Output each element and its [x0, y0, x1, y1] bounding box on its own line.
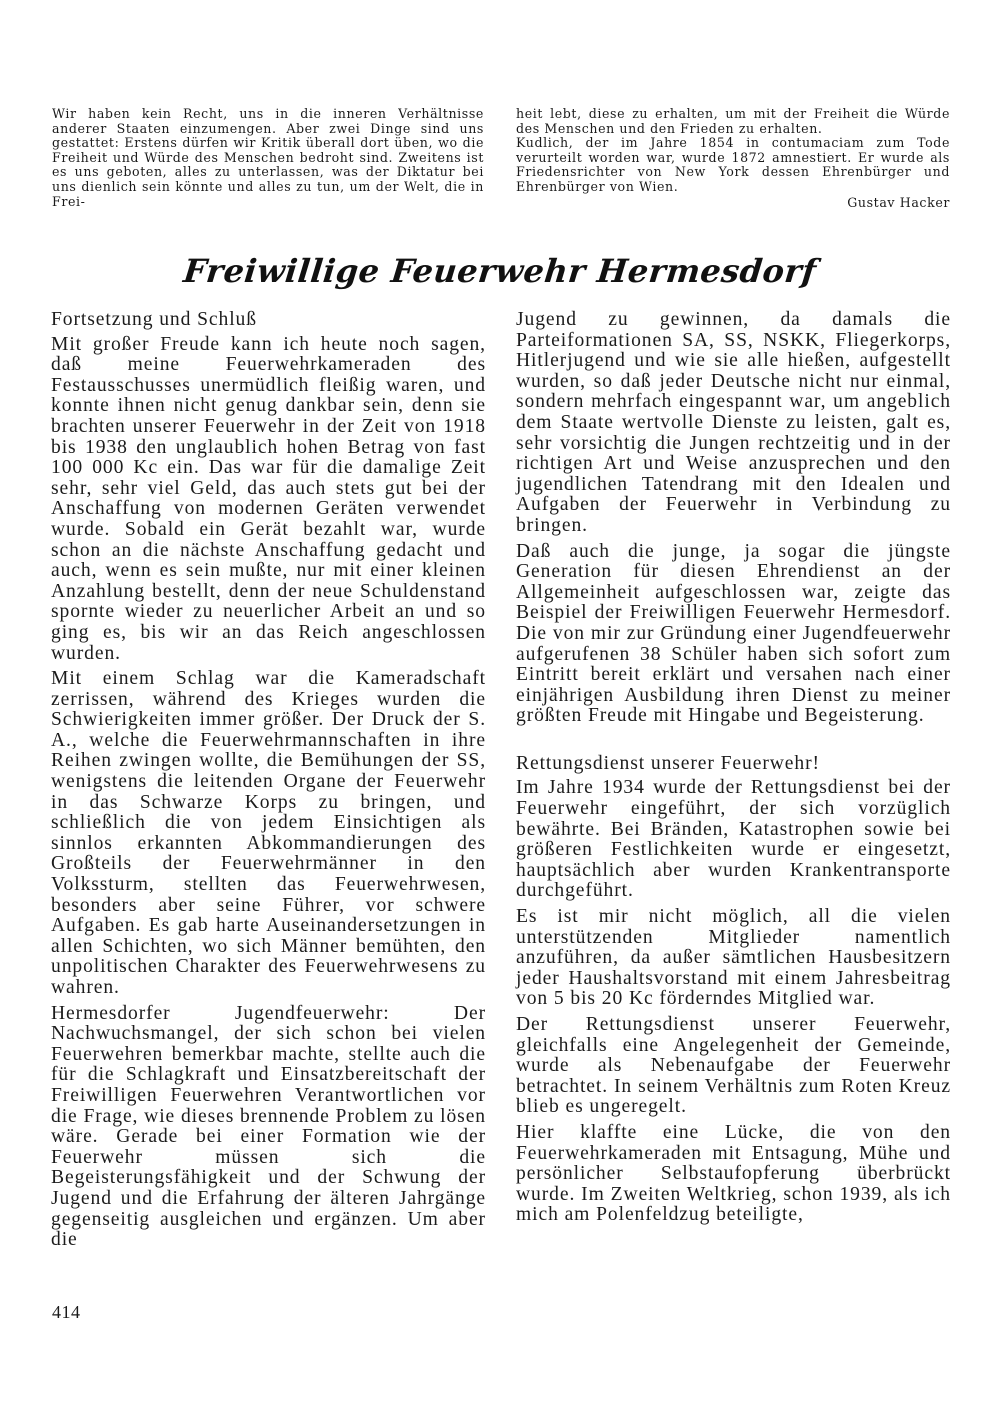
article-paragraph: Es ist mir nicht möglich, all die vielen unterstützenden Mitglieder namentlich anzuführen, da außer sämtlichen Hausbesitzern jeder Haushaltsvorstand mit einem Jahresbeitrag von 5 bis 20 Kc förderndes Mitglied war. [516, 906, 951, 1010]
article-paragraph: Daß auch die junge, ja sogar die jüngste Generation für diesen Ehrendienst an der Allgemeinheit aufgeschlossen war, zeigte das Beispiel der Freiwilligen Feuerwehr Hermesdorf. Die von mir zur Gründung einer Jugendfeuerwehr aufgerufenen 38 Schüler haben sich sofort zum Eintritt bereit erklärt und versahen nach einer einjährigen Ausbildung ihren Dienst zu meiner größten Freude mit Hingabe und Begeisterung. [516, 540, 951, 727]
article-paragraph: Hermesdorfer Jugendfeuerwehr: Der Nachwuchsmangel, der sich schon bei vielen Feuerwehren bemerkbar machte, stellte auch die für die Schlagkraft und Einsatzbereitschaft der Freiwilligen Feuerwehren Verantwortlichen vor die Frage, wie dieses brennende Problem zu lösen wäre. Gerade bei einer Formation wie der Feuerwehr müssen sich die Begeisterungsfähigkeit und der Schwung der Jugend und die Erfahrung der älteren Jahrgänge gegenseitig ausgleichen und ergänzen. Um aber die [51, 1002, 486, 1251]
previous-article-left-column [52, 107, 484, 209]
article-paragraph: Jugend zu gewinnen, da damals die Parteiformationen SA, SS, NSKK, Fliegerkorps, Hitlerjugend und wie sie alle hießen, aufgestellt wurden, so daß jeder Deutsche nicht nur einmal, sondern mehrfach eingespannt war, um angeblich dem Staate wertvolle Dienste zu leisten, galt es, sehr vorsichtig die Jungen rechtzeitig und in der richtigen Art und Weise anzusprechen und den jugendlichen Tatendrang mit den Idealen und Aufgaben der Feuerwehr in Verbindung zu bringen. [516, 309, 951, 536]
article-title: Freiwillige Feuerwehr Hermesdorf [181, 252, 819, 290]
previous-article-paragraph: heit lebt, diese zu erhalten, um mit der Freiheit die Würde des Menschen und den Frieden zu erhalten. [516, 106, 950, 136]
section-spacer [516, 732, 951, 754]
previous-article-right-column [516, 107, 950, 210]
article-left-column [51, 310, 486, 1256]
article-right-column [516, 310, 951, 1231]
article-subtitle: Fortsetzung und Schluß [51, 309, 257, 330]
article-paragraph: Mit einem Schlag war die Kameradschaft zerrissen, während des Krieges wurden die Schwierigkeiten immer größer. Der Druck der S. A., welche die Feuerwehrmannschaften in ihre Reihen zwingen wollte, die Bemühungen der SS, wenigstens die leitenden Organe der Feuerwehr in das Schwarze Korps zu bringen, und schließlich die von jedem Einsichtigen als sinnlos erkannten Abkommandierungen des Großteils der Feuerwehrmänner in den Volkssturm, stellten das Feuerwehrwesen, besonders aber seine Führer, vor schwere Aufgaben. Es gab harte Auseinandersetzungen in allen Schichten, wo sich Männer bemühten, den unpolitischen Charakter des Feuerwehrwesens zu wahren. [51, 668, 486, 998]
article-paragraph: Mit großer Freude kann ich heute noch sagen, daß meine Feuerwehrkameraden des Festausschusses unermüdlich fleißig waren, und konnte ihnen nicht genug dankbar sein, denn sie brachten unserer Feuerwehr in der Zeit von 1918 bis 1938 den unglaublich hohen Betrag von fast 100 000 Kc ein. Das war für die damalige Zeit sehr, sehr viel Geld, das auch stets gut bei der Anschaffung von modernen Geräten verwendet wurde. Sobald ein Gerät bezahlt war, wurde schon an die nächste Anschaffung gedacht und auch, wenn es sein mußte, nur mit einer kleinen Anzahlung bestellt, denn der neue Schuldenstand spornte wieder zu neuerlicher Arbeit an und so ging es, bis wir an das Reich angeschlossen wurden. [51, 333, 486, 664]
article-paragraph: Im Jahre 1934 wurde der Rettungsdienst bei der Feuerwehr eingeführt, der sich vorzüglich bewährte. Bei Bränden, Katastrophen sowie bei größeren Festlichkeiten wurde er eingesetzt, hauptsächlich aber wurden Krankentransporte durchgeführt. [516, 777, 951, 902]
author-signature: Gustav Hacker [847, 194, 950, 210]
section-heading: Rettungsdienst unserer Feuerwehr! [516, 752, 820, 774]
article-paragraph: Der Rettungsdienst unserer Feuerwehr, gleichfalls eine Angelegenheit der Gemeinde, wurde als Nebenaufgabe der Feuerwehr betrachtet. In seinem Verhältnis zum Roten Kreuz blieb es ungeregelt. [516, 1014, 951, 1118]
previous-article-paragraph: Kudlich, der im Jahre 1854 in contumaciam zum Tode verurteilt worden war, wurde 1872 amnestiert. Er wurde als Friedensrichter von New York dessen Ehrenbürger und Ehrenbürger von Wien. [516, 135, 950, 194]
article-paragraph: Hier klaffte eine Lücke, die von den Feuerwehrkameraden mit Entsagung, Mühe und persönlicher Selbstaufopferung überbrückt wurde. Im Zweiten Weltkrieg, schon 1939, als ich mich am Polenfeldzug beteiligte, [516, 1121, 951, 1226]
previous-article-paragraph: Wir haben kein Recht, uns in die inneren Verhältnisse anderer Staaten einzumengen. Aber zwei Dinge sind uns gestattet: Erstens dürfen wir Kritik überall dort üben, wo die Freiheit und Würde des Menschen bedroht sind. Zweitens ist es uns geboten, alles zu unterlassen, was der Diktatur bei uns dienlich sein könnte und alles zu tun, um der Welt, die in Frei- [52, 106, 484, 209]
page-number: 414 [52, 1302, 81, 1322]
